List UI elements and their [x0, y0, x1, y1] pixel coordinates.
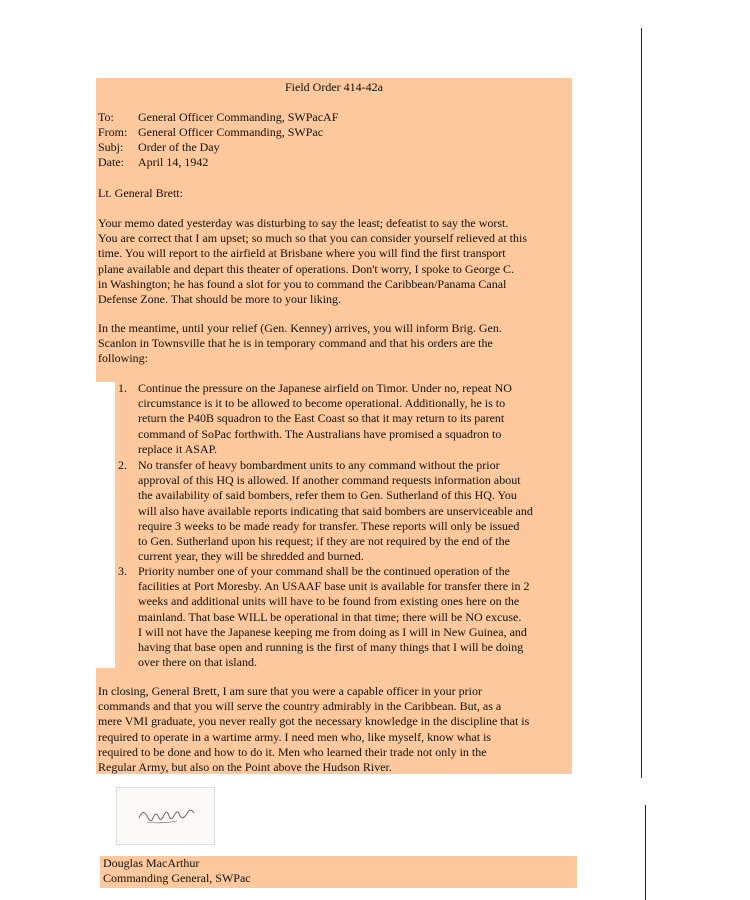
- header-date: [98, 155, 208, 170]
- paragraph-relief: [98, 216, 572, 307]
- order-line: return the P40B squadron to the East Coast so that it may return to its parent: [138, 411, 505, 426]
- paragraph-line: commands and that you will serve the country admirably in the Caribbean. But, as a: [98, 699, 502, 714]
- handwritten-signature-image: [116, 787, 215, 845]
- header-from: [98, 125, 323, 140]
- order-line: mainland. That base WILL be operational in that time; there will be NO excuse.: [138, 609, 522, 624]
- paragraph-line: mere VMI graduate, you never really got the necessary knowledge in the discipline that is: [98, 714, 530, 729]
- order-line: require 3 weeks to be made ready for transfer. These reports will only be issued: [138, 518, 520, 533]
- header-value: Order of the Day: [138, 140, 220, 154]
- margin-line-bottom: [645, 805, 646, 900]
- order-line: No transfer of heavy bombardment units to any command without the prior: [138, 458, 500, 472]
- paragraph-closing: [98, 684, 572, 775]
- paragraph-line: Scanlon in Townsville that he is in temporary command and that his orders are the: [98, 336, 493, 351]
- paragraph-line: time. You will report to the airfield at Brisbane where you will find the first transport: [98, 246, 506, 261]
- order-number: 2.: [118, 458, 127, 472]
- header-key: From:: [98, 125, 128, 139]
- list-indent-gap: [96, 382, 115, 668]
- order-line: facilities at Port Moresby. An USAAF base unit is available for transfer there in 2: [138, 579, 530, 594]
- paragraph-line: Your memo dated yesterday was disturbing to say the least; defeatist to say the worst.: [98, 216, 509, 230]
- order-line: Continue the pressure on the Japanese airfield on Timor. Under no, repeat NO: [138, 381, 512, 395]
- signature-scribble: [117, 788, 214, 844]
- order-line: will also have available reports indicating that said bombers are unserviceable and: [138, 503, 533, 518]
- order-line: approval of this HQ is allowed. If another command requests information about: [138, 473, 521, 488]
- document-title: Field Order 414-42a: [285, 80, 383, 94]
- salutation: Lt. General Brett:: [98, 186, 183, 200]
- paragraph-line: In the meantime, until your relief (Gen. Kenney) arrives, you will inform Brig. Gen.: [98, 321, 502, 335]
- paragraph-line: Defense Zone. That should be more to your liking.: [98, 292, 342, 307]
- order-line: over there on that island.: [138, 655, 257, 670]
- header-value: General Officer Commanding, SWPac: [138, 125, 324, 139]
- paragraph-line: In closing, General Brett, I am sure that you were a capable officer in your prior: [98, 684, 482, 698]
- order-line: weeks and additional units will have to be found from existing ones here on the: [138, 594, 520, 609]
- paragraph-line: Regular Army, but also on the Point above the Hudson River.: [98, 760, 392, 775]
- header-value: General Officer Commanding, SWPacAF: [138, 110, 339, 124]
- paragraph-line: plane available and depart this theater of operations. Don't worry, I spoke to George C.: [98, 261, 515, 276]
- paragraph-instructions: [98, 321, 572, 367]
- header-key: Subj:: [98, 140, 124, 154]
- order-line: having that base open and running is the first of many things that I will be doing: [138, 640, 524, 655]
- order-line: the availability of said bombers, refer them to Gen. Sutherland of this HQ. You: [138, 488, 517, 503]
- header-value: April 14, 1942: [138, 155, 209, 169]
- order-line: to Gen. Sutherland upon his request; if they are not required by the end of the: [138, 534, 510, 549]
- paragraph-line: You are correct that I am upset; so much so that you can consider yourself relieved at this: [98, 231, 527, 246]
- header-subj: [98, 140, 220, 155]
- order-line: Priority number one of your command shall be the continued operation of the: [138, 564, 510, 578]
- header-key: To:: [98, 110, 114, 124]
- signatory-name: Douglas MacArthur: [103, 856, 200, 870]
- header-key: Date:: [98, 155, 124, 169]
- paragraph-line: in Washington; he has found a slot for you to command the Caribbean/Panama Canal: [98, 276, 507, 291]
- paragraph-line: required to operate in a wartime army. I need men who, like myself, know what is: [98, 729, 492, 744]
- order-line: circumstance is it to be allowed to become operational. Additionally, he is to: [138, 396, 506, 411]
- order-line: current year, they will be shredded and burned.: [138, 549, 364, 564]
- order-number: 3.: [118, 564, 127, 578]
- order-line: command of SoPac forthwith. The Australians have promised a squadron to: [138, 426, 502, 441]
- document-body: [96, 78, 572, 774]
- signatory-role: Commanding General, SWPac: [103, 871, 251, 885]
- order-number: 1.: [118, 381, 127, 395]
- signature-block: [100, 856, 577, 888]
- header-to: [98, 110, 338, 125]
- order-line: I will not have the Japanese keeping me from doing as I will in New Guinea, and: [138, 624, 527, 639]
- margin-line-top: [641, 28, 642, 778]
- order-line: replace it ASAP.: [138, 441, 217, 456]
- paragraph-line: required to be done and how to do it. Men who learned their trade not only in the: [98, 744, 487, 759]
- paragraph-line: following:: [98, 351, 148, 366]
